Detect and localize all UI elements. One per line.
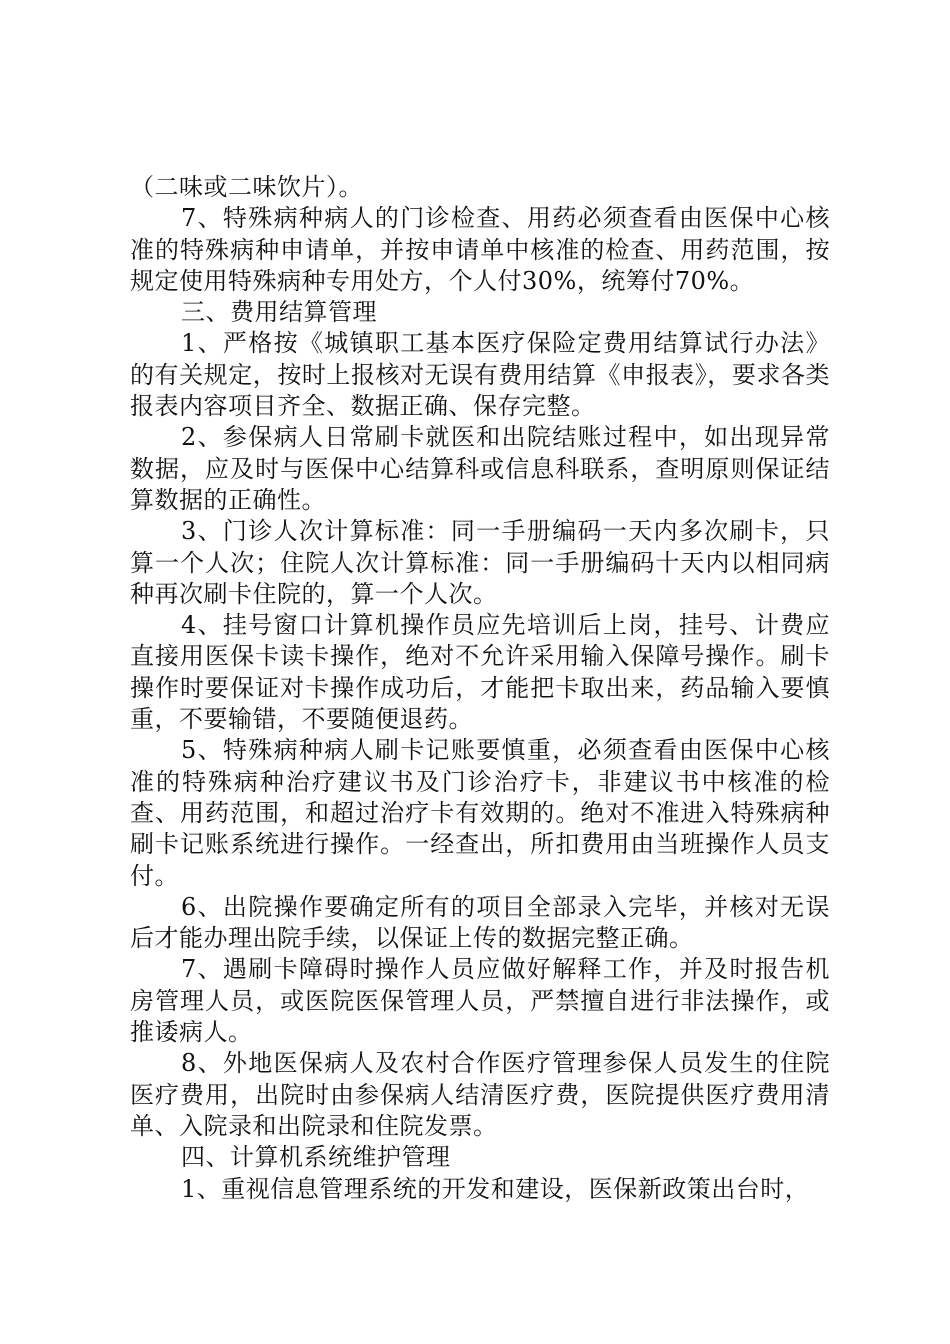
paragraph-billing-rule-8: 8、外地医保病人及农村合作医疗管理参保人员发生的住院医疗费用，出院时由参保病人结清医疗费，医院提供医疗费用清单、入院录和出院录和住院发票。 bbox=[130, 1049, 830, 1140]
paragraph-rule-7-special-disease-outpatient: 7、特殊病种病人的门诊检查、用药必须查看由医保中心核准的特殊病种申请单，并按申请单中核准的检查、用药范围，按规定使用特殊病种专用处方，个人付30%，统筹付70%。 bbox=[130, 204, 830, 295]
paragraph-billing-rule-4: 4、挂号窗口计算机操作员应先培训后上岗，挂号、计费应直接用医保卡读卡操作，绝对不允许采用输入保障号操作。刷卡操作时要保证对卡操作成功后，才能把卡取出来，药品输入要慎重，不要输错，不要随便退药。 bbox=[130, 611, 830, 734]
paragraph-billing-rule-2: 2、参保病人日常刷卡就医和出院结账过程中，如出现异常数据，应及时与医保中心结算科或信息科联系，查明原则保证结算数据的正确性。 bbox=[130, 423, 830, 514]
document-body bbox=[130, 172, 830, 1205]
paragraph-billing-rule-6: 6、出院操作要确定所有的项目全部录入完毕，并核对无误后才能办理出院手续，以保证上传的数据完整正确。 bbox=[130, 892, 830, 953]
section-heading-3-billing: 三、费用结算管理 bbox=[181, 298, 377, 327]
section-heading-4-system-maintenance: 四、计算机系统维护管理 bbox=[181, 1143, 451, 1172]
paragraph-maintenance-rule-1: 1、重视信息管理系统的开发和建设，医保新政策出台时， bbox=[181, 1174, 810, 1203]
paragraph-billing-rule-7: 7、遇刷卡障碍时操作人员应做好解释工作，并及时报告机房管理人员，或医院医保管理人员，严禁擅自进行非法操作，或推诿病人。 bbox=[130, 955, 830, 1047]
paragraph-billing-rule-5: 5、特殊病种病人刷卡记账要慎重，必须查看由医保中心核准的特殊病种治疗建议书及门诊治疗卡，非建议书中核准的检查、用药范围，和超过治疗卡有效期的。绝对不准进入特殊病种刷卡记账系统进行操作。一经查出，所扣费用由当班操作人员支付。 bbox=[130, 736, 830, 890]
paragraph-herb-note: （二味或二味饮片）。 bbox=[130, 173, 363, 201]
paragraph-billing-rule-3: 3、门诊人次计算标准：同一手册编码一天内多次刷卡，只算一个人次；住院人次计算标准：同一手册编码十天内以相同病种再次刷卡住院的，算一个人次。 bbox=[130, 517, 830, 608]
paragraph-billing-rule-1: 1、严格按《城镇职工基本医疗保险定费用结算试行办法》的有关规定，按时上报核对无误有费用结算《申报表》，要求各类报表内容项目齐全、数据正确、保存完整。 bbox=[130, 329, 830, 421]
